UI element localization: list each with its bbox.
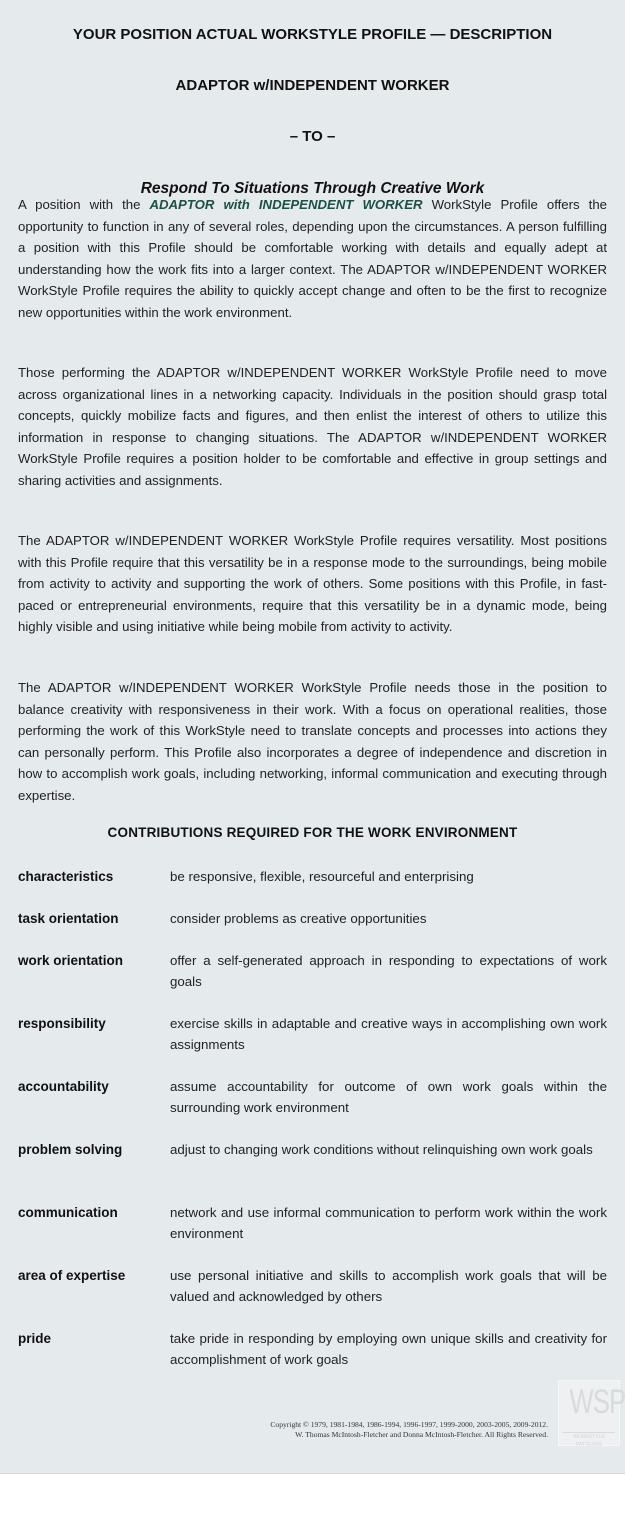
- contribution-text: take pride in responding by employing own unique skills and creativity for accomplishment of work goals: [170, 1331, 607, 1367]
- contribution-label: work orientation: [18, 953, 124, 968]
- contribution-text: offer a self-generated approach in responding to expectations of work goals: [170, 953, 607, 989]
- contribution-label: responsibility: [18, 1016, 106, 1031]
- contribution-label: problem solving: [18, 1142, 123, 1157]
- to-label: – TO –: [289, 128, 336, 145]
- page-title: YOUR POSITION ACTUAL WORKSTYLE PROFILE — DESCRIPTION: [72, 26, 553, 43]
- logo-subtext: WORKSTYLE PATTERNS: [563, 1432, 615, 1441]
- contribution-text: adjust to changing work conditions without relinquishing own work goals: [170, 1142, 593, 1157]
- contribution-text: use personal initiative and skills to accomplish work goals that will be valued and acknowledged by others: [170, 1268, 607, 1304]
- wsp-logo: [558, 1380, 625, 1448]
- p1-rest: WorkStyle Profile offers the opportunity to function in any of several roles, depending upon the circumstances. A person fulfilling a position with this Profile should be comfortable working with details and equally adept at understanding how the work fits into a larger context. The ADAPTOR w/INDEPENDENT WORKER WorkStyle Profile requires the ability to quickly accept change and often to be the first to recognize new opportunities within the work environment.: [18, 197, 607, 320]
- description-paragraph-4: The ADAPTOR w/INDEPENDENT WORKER WorkStyle Profile needs those in the position to balance creativity with responsiveness in their work. With a focus on operational realities, those performing the work of this WorkStyle need to translate concepts and processes into actions they can personally perform. This Profile also incorporates a degree of independence and discretion in how to accomplish work goals, including networking, informal communication and executing through expertise.: [18, 680, 607, 803]
- contribution-label: characteristics: [18, 869, 114, 884]
- logo-text: WSP: [569, 1383, 625, 1421]
- contribution-text: assume accountability for outcome of own work goals within the surrounding work environment: [170, 1079, 607, 1115]
- copyright-line-1: Copyright © 1979, 1981-1984, 1986-1994, 1996-1997, 1999-2000, 2003-2005, 2009-2012.: [270, 1420, 548, 1429]
- contribution-label: area of expertise: [18, 1268, 126, 1283]
- p1-lead: A position with the: [18, 197, 150, 212]
- profile-name: ADAPTOR w/INDEPENDENT WORKER: [175, 77, 450, 94]
- copyright-line-2: W. Thomas McIntosh-Fletcher and Donna McIntosh-Fletcher. All Rights Reserved.: [295, 1430, 548, 1439]
- contribution-label: task orientation: [18, 911, 119, 926]
- contribution-text: exercise skills in adaptable and creative ways in accomplishing own work assignments: [170, 1016, 607, 1052]
- contribution-label: accountability: [18, 1079, 109, 1094]
- contribution-text: be responsive, flexible, resourceful and enterprising: [170, 869, 474, 884]
- profile-highlight: ADAPTOR with INDEPENDENT WORKER: [149, 197, 423, 212]
- contribution-label: pride: [18, 1331, 52, 1346]
- contributions-title: CONTRIBUTIONS REQUIRED FOR THE WORK ENVIRONMENT: [107, 825, 518, 840]
- description-paragraph-3: The ADAPTOR w/INDEPENDENT WORKER WorkStyle Profile requires versatility. Most positions with this Profile require that this versatility be in a response mode to the surroundings, being mobile from activity to activity and supporting the work of others. Some positions with this Profile, in fast-paced or entrepreneurial environments, require that this versatility be in a dynamic mode, being highly visible and using initiative while being mobile from activity to activity.: [18, 533, 607, 635]
- contribution-label: communication: [18, 1205, 118, 1220]
- description-paragraph-1: [18, 194, 607, 324]
- description-paragraph-2: Those performing the ADAPTOR w/INDEPENDENT WORKER WorkStyle Profile need to move across organizational lines in a networking capacity. Individuals in the position should grasp total concepts, quickly mobilize facts and figures, and then enlist the interest of others to utilize this information in response to changing situations. The ADAPTOR w/INDEPENDENT WORKER WorkStyle Profile requires a position holder to be comfortable and effective in group settings and sharing activities and assignments.: [18, 365, 607, 488]
- copyright-notice: [270, 1420, 548, 1440]
- tagline: Respond To Situations Through Creative Work: [140, 180, 485, 197]
- contribution-text: consider problems as creative opportunities: [170, 911, 427, 926]
- contribution-text: network and use informal communication to perform work within the work environment: [170, 1205, 607, 1241]
